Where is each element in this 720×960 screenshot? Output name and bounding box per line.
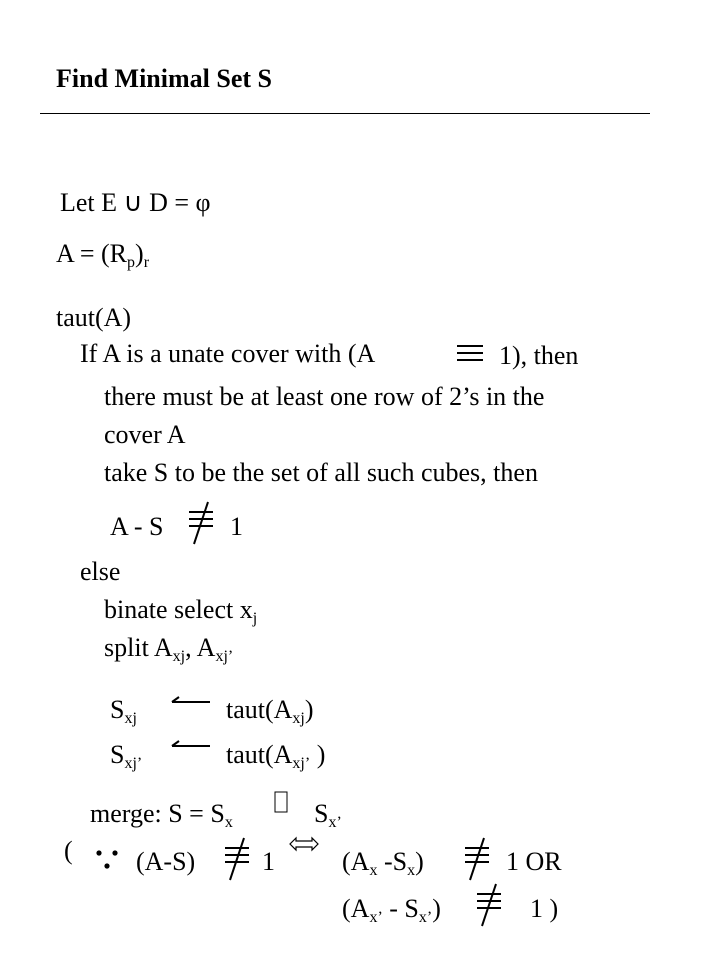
sxj-taut-sub: xj: [292, 710, 305, 727]
line-take: take S to be the set of all such cubes, then: [104, 458, 538, 487]
line-sxj-b: [226, 695, 314, 727]
merge-sub-xp: x’: [328, 814, 342, 831]
let-text-a: Let E: [60, 188, 124, 217]
line-let: [60, 190, 211, 216]
sxjp-s: S: [110, 740, 125, 769]
sxj-close: ): [304, 695, 314, 724]
not-equivalent-symbol-4: [474, 882, 504, 928]
a-def-sub-r: r: [143, 254, 150, 271]
line-sxj-a: [110, 695, 137, 727]
phi-symbol: φ: [195, 188, 211, 217]
because-ax: (A: [342, 847, 370, 876]
line-last-d: 1 ): [530, 894, 559, 923]
line-merge-a: [90, 799, 233, 831]
not-equivalent-symbol-1: [186, 500, 216, 546]
because-close: ): [415, 847, 424, 876]
merge-s: S: [314, 799, 329, 828]
left-arrow-icon-1: [168, 694, 212, 710]
because-sub-x1: x: [369, 862, 378, 879]
last-sub-x1: x’: [369, 909, 383, 926]
sxjp-taut: taut(A: [226, 740, 293, 769]
last-sub-x2: x’: [418, 909, 433, 926]
because-sub-x2: x: [407, 862, 416, 879]
a-def-text-b: ): [135, 239, 144, 268]
sxj-s: S: [110, 695, 125, 724]
line-as-a: A - S: [110, 512, 164, 541]
because-icon: [94, 848, 120, 870]
left-arrow-icon-2: [168, 738, 212, 754]
line-if-b: 1), then: [499, 341, 579, 370]
not-equivalent-symbol-2: [222, 836, 252, 882]
line-because-c: [342, 847, 424, 879]
equivalence-symbol-1: [455, 343, 485, 363]
a-def-text-a: A = (R: [56, 239, 128, 268]
line-because-f: 1 OR: [506, 847, 562, 876]
a-def-sub-p: p: [127, 254, 136, 271]
last-ax: (A: [342, 894, 370, 923]
line-sxjp-a: [110, 740, 143, 772]
sxj-taut: taut(A: [226, 695, 293, 724]
line-binate: [104, 595, 258, 627]
last-close: ): [432, 894, 441, 923]
page-title: Find Minimal Set S: [56, 64, 272, 93]
split-sub-1: xj: [172, 648, 186, 665]
line-sxjp-b: [226, 740, 326, 772]
last-minus-s: - S: [382, 894, 419, 923]
line-because-open: (: [64, 836, 73, 865]
line-cover: cover A: [104, 420, 186, 449]
placeholder-box-icon: [274, 791, 288, 813]
line-because-b: 1: [262, 847, 275, 876]
line-as-b: 1: [230, 512, 243, 541]
because-minus-s: -S: [377, 847, 408, 876]
line-taut: taut(A): [56, 303, 132, 332]
binate-sub-j: j: [252, 610, 258, 627]
sxjp-sub: xj’: [124, 755, 143, 772]
line-split: [104, 633, 234, 665]
merge-text: merge: S = S: [90, 799, 225, 828]
sxjp-close: ): [310, 740, 326, 769]
binate-text: binate select x: [104, 595, 253, 624]
not-equivalent-symbol-3: [462, 836, 492, 882]
title-divider: [40, 113, 650, 114]
split-text-b: , A: [185, 633, 216, 662]
line-else: else: [80, 557, 121, 586]
line-last-a: [342, 894, 441, 926]
union-symbol: ∪: [123, 188, 143, 217]
double-arrow-icon: [288, 836, 320, 852]
line-if-a: If A is a unate cover with (A: [80, 339, 376, 368]
line-merge-b: [314, 799, 342, 831]
split-text-a: split A: [104, 633, 173, 662]
merge-sub-x: x: [224, 814, 233, 831]
let-text-b: D =: [142, 188, 196, 217]
line-because-a: (A-S): [136, 847, 196, 876]
split-sub-2: xj’: [215, 648, 234, 665]
sxjp-taut-sub: xj’: [292, 755, 311, 772]
sxj-sub: xj: [124, 710, 137, 727]
line-must: there must be at least one row of 2’s in the: [104, 382, 545, 411]
line-a-def: [56, 239, 150, 271]
